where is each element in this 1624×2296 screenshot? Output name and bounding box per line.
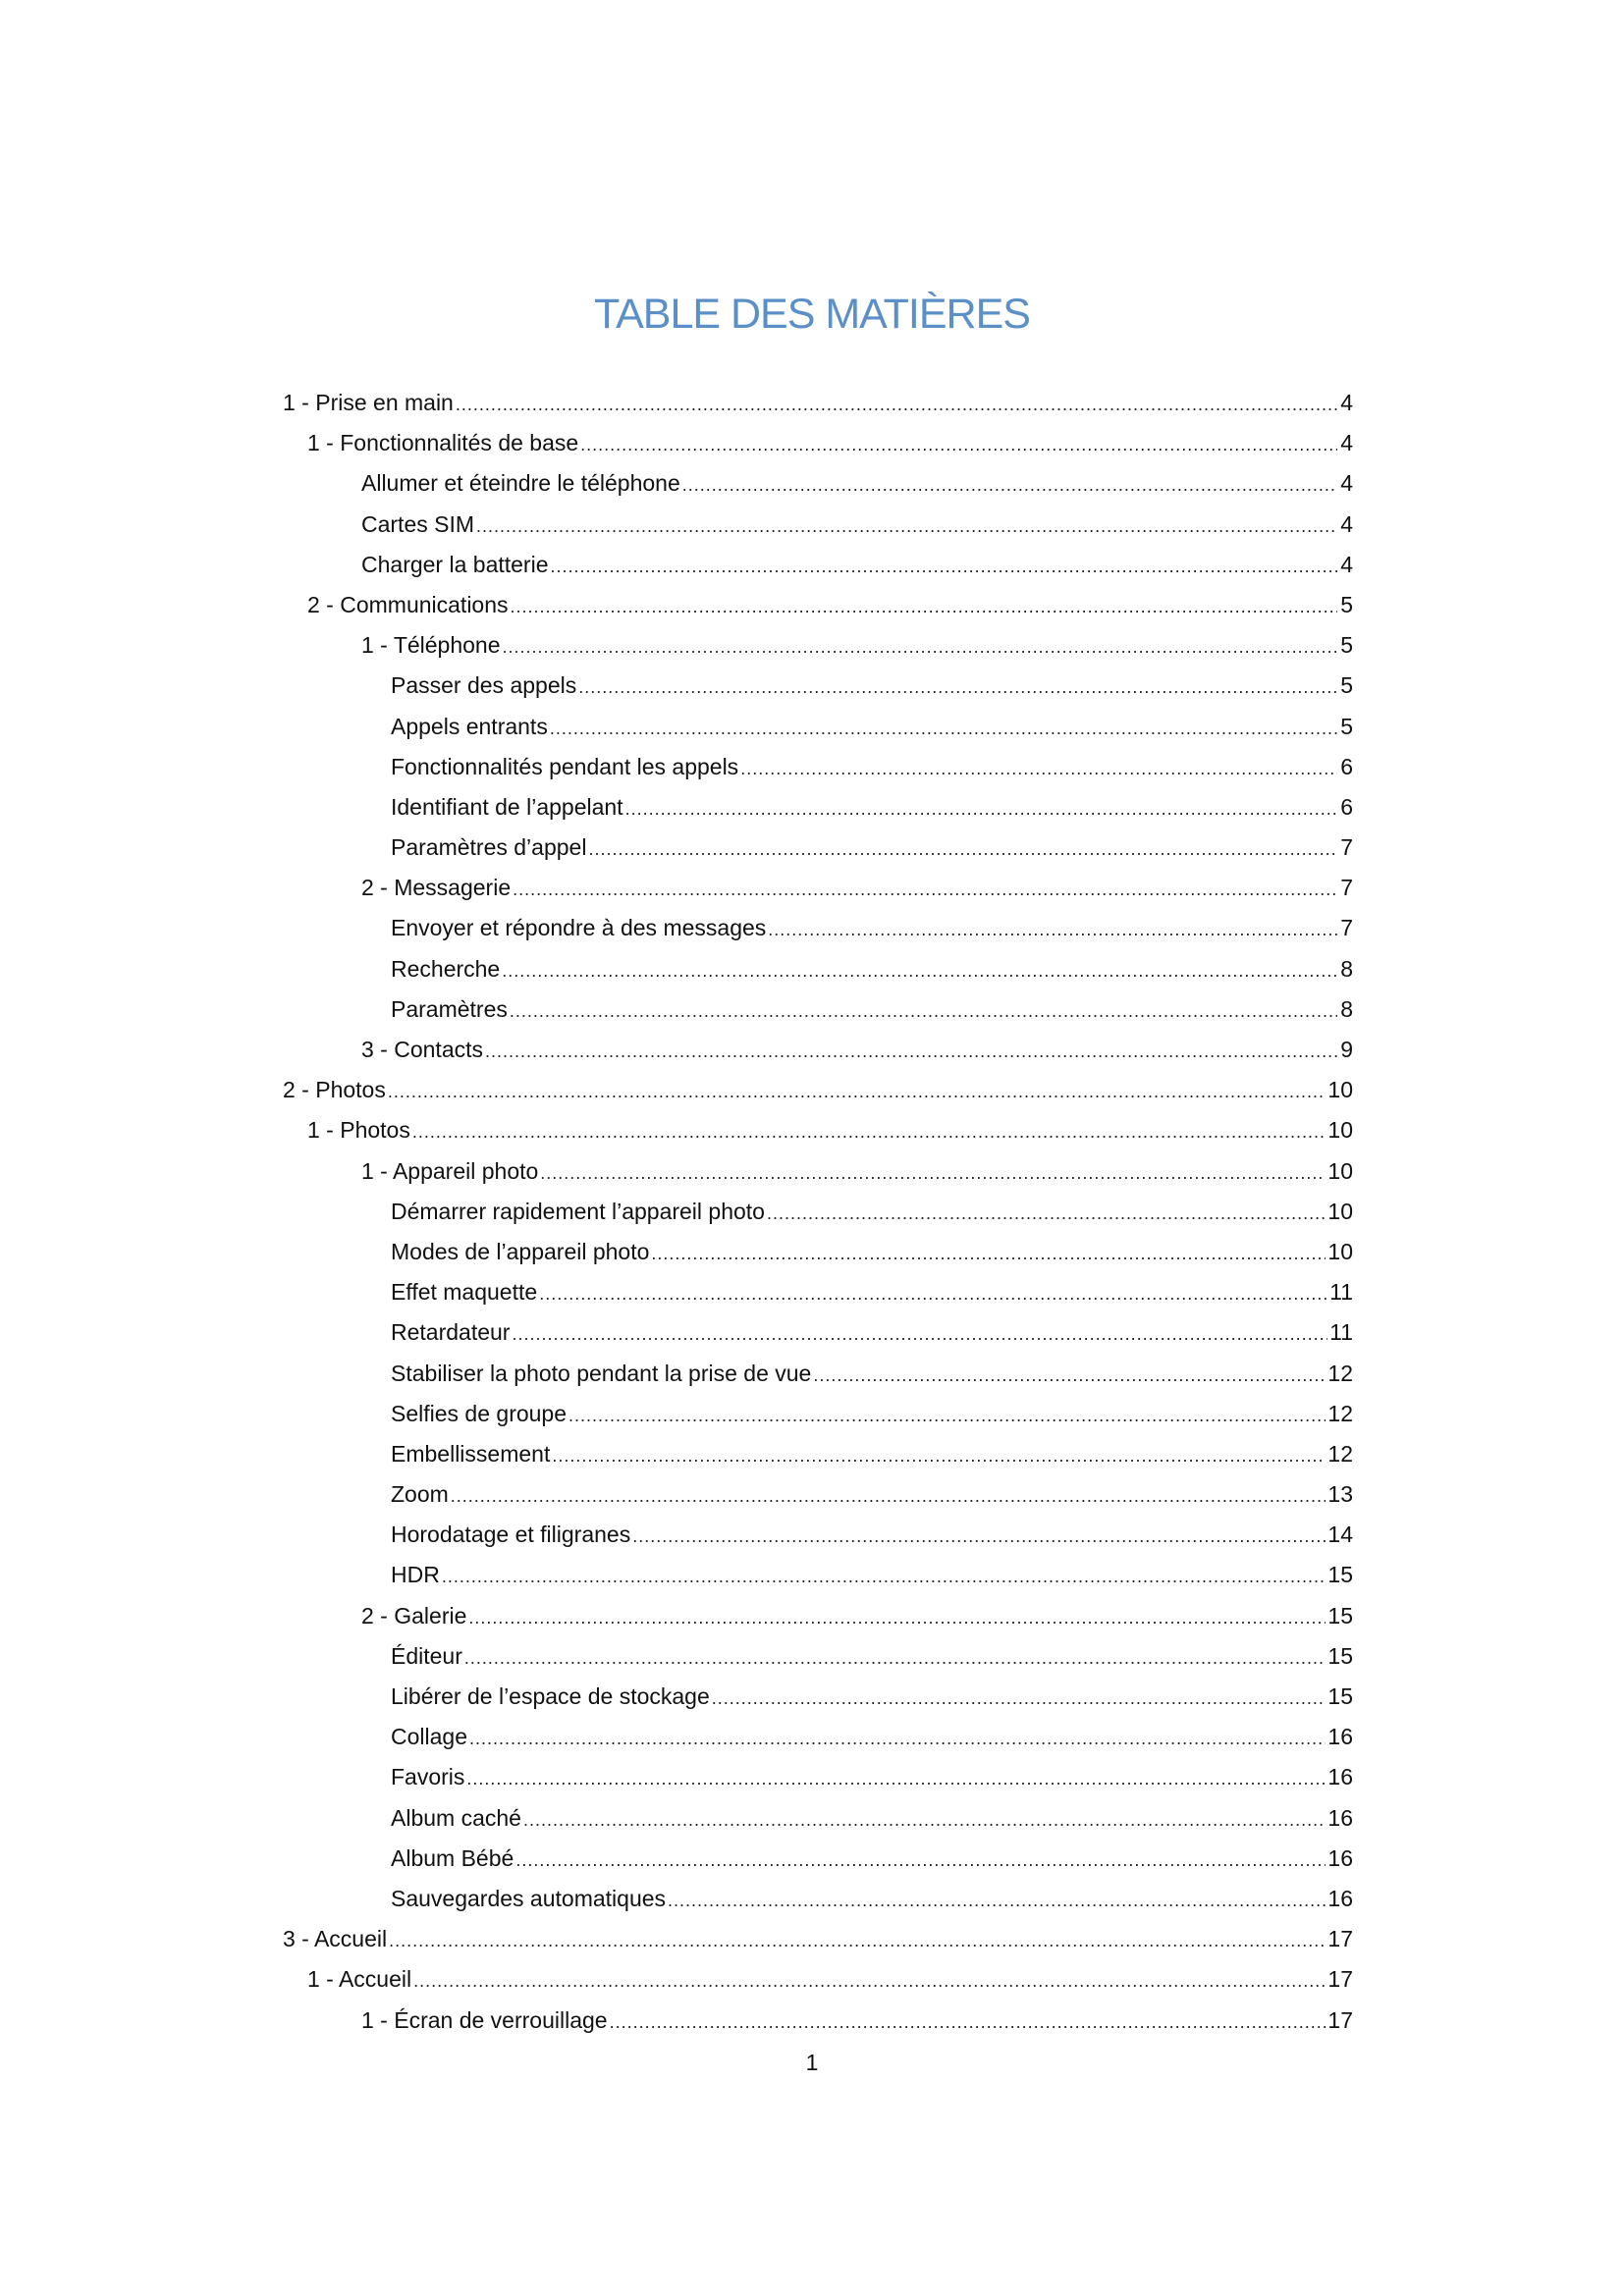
dot-leader	[451, 1476, 1326, 1517]
dot-leader	[568, 1396, 1326, 1436]
toc-entry-label: Paramètres d’appel	[391, 834, 587, 861]
toc-entry-label: Libérer de l’espace de stockage	[391, 1683, 710, 1709]
toc-entry[interactable]	[0, 868, 1624, 908]
dot-leader	[632, 1517, 1326, 1557]
dot-leader	[485, 1032, 1337, 1072]
dot-leader	[768, 910, 1337, 950]
dot-leader	[468, 1598, 1326, 1638]
toc-entry-label: 1 - Prise en main	[283, 390, 454, 415]
toc-entry-page: 5	[1340, 591, 1353, 617]
toc-entry[interactable]	[0, 2001, 1624, 2041]
toc-entry-page: 8	[1340, 995, 1353, 1022]
toc-entry[interactable]	[0, 989, 1624, 1030]
toc-entry[interactable]	[0, 1717, 1624, 1757]
dot-leader	[767, 1194, 1326, 1234]
dot-leader	[510, 991, 1337, 1032]
toc-entry[interactable]	[0, 707, 1624, 747]
toc-entry-page: 7	[1340, 834, 1353, 861]
toc-entry-label: 2 - Messagerie	[361, 875, 512, 901]
toc-entry-page: 4	[1340, 551, 1353, 577]
dot-leader	[625, 789, 1337, 829]
toc-entry[interactable]	[0, 463, 1624, 504]
toc-entry-page: 10	[1327, 1157, 1353, 1184]
toc-entry-page: 10	[1327, 1117, 1353, 1144]
toc-entry-label: 2 - Photos	[283, 1077, 386, 1103]
toc-entry-label: Effet maquette	[391, 1279, 538, 1306]
toc-entry[interactable]	[0, 1757, 1624, 1797]
toc-entry-label: Envoyer et répondre à des messages	[391, 915, 767, 941]
toc-entry[interactable]	[0, 1677, 1624, 1717]
dot-leader	[476, 507, 1337, 547]
toc-entry-label: Charger la batterie	[361, 551, 549, 577]
toc-entry[interactable]	[0, 747, 1624, 787]
toc-entry-label: 1 - Fonctionnalités de base	[307, 430, 579, 456]
dot-leader	[539, 1274, 1327, 1314]
toc-entry[interactable]	[0, 1515, 1624, 1555]
toc-entry[interactable]	[0, 666, 1624, 706]
toc-entry-page: 6	[1340, 753, 1353, 779]
toc-entry-label: Identifiant de l’appelant	[391, 793, 623, 820]
toc-entry[interactable]	[0, 383, 1624, 423]
toc-entry-label: Favoris	[391, 1764, 465, 1790]
toc-entry-label: Stabiliser la photo pendant la prise de vue	[391, 1360, 812, 1386]
toc-entry-page: 16	[1327, 1885, 1353, 1911]
toc-entry-page: 16	[1327, 1844, 1353, 1871]
toc-entry[interactable]	[0, 1434, 1624, 1474]
toc-title: TABLE DES MATIÈRES	[594, 291, 1030, 338]
toc-entry-page: 10	[1327, 1198, 1353, 1224]
dot-leader	[464, 1638, 1326, 1679]
toc-entry-label: Allumer et éteindre le téléphone	[361, 470, 680, 497]
dot-leader	[740, 749, 1337, 789]
toc-entry-page: 12	[1327, 1400, 1353, 1426]
toc-entry[interactable]	[0, 1596, 1624, 1636]
toc-entry-label: 3 - Accueil	[283, 1926, 388, 1952]
toc-entry-page: 13	[1327, 1481, 1353, 1508]
toc-entry[interactable]	[0, 1312, 1624, 1353]
toc-entry-page: 4	[1340, 390, 1353, 415]
toc-entry-label: 1 - Téléphone	[361, 632, 501, 659]
toc-entry[interactable]	[0, 505, 1624, 545]
toc-entry-page: 15	[1327, 1602, 1353, 1629]
toc-entry-label: Sauvegardes automatiques	[391, 1885, 667, 1911]
toc-entry[interactable]	[0, 787, 1624, 828]
toc-entry-label: Éditeur	[391, 1642, 462, 1669]
dot-leader	[466, 1759, 1326, 1799]
toc-entry-page: 12	[1327, 1360, 1353, 1386]
toc-entry-label: Album caché	[391, 1804, 521, 1831]
dot-leader	[512, 1314, 1327, 1355]
toc-entry-label: Passer des appels	[391, 672, 577, 699]
dot-leader	[412, 1112, 1326, 1152]
dot-leader	[442, 1557, 1326, 1597]
toc-entry[interactable]	[0, 1070, 1624, 1110]
dot-leader	[668, 1881, 1326, 1921]
toc-entry-page: 8	[1340, 955, 1353, 982]
toc-entry[interactable]	[0, 1798, 1624, 1839]
toc-entry-page: 16	[1327, 1804, 1353, 1831]
toc-entry-label: 1 - Accueil	[307, 1966, 412, 1993]
dot-leader	[651, 1234, 1326, 1274]
toc-entry-label: Fonctionnalités pendant les appels	[391, 753, 739, 779]
toc-entry-label: Appels entrants	[391, 713, 548, 739]
toc-entry-label: Selfies de groupe	[391, 1400, 568, 1426]
toc-entry-page: 16	[1327, 1724, 1353, 1750]
toc-entry-page: 7	[1340, 915, 1353, 941]
toc-entry[interactable]	[0, 1394, 1624, 1434]
toc-entry[interactable]	[0, 1555, 1624, 1595]
toc-entry-page: 7	[1340, 875, 1353, 901]
toc-entry[interactable]	[0, 1474, 1624, 1515]
dot-leader	[388, 1072, 1326, 1112]
toc-entry[interactable]	[0, 585, 1624, 625]
toc-entry[interactable]	[0, 625, 1624, 666]
dot-leader	[515, 1841, 1326, 1881]
toc-entry[interactable]	[0, 1272, 1624, 1312]
toc-entry-label: 1 - Appareil photo	[361, 1157, 539, 1184]
dot-leader	[578, 667, 1337, 708]
toc-entry-page: 17	[1327, 1926, 1353, 1952]
dot-leader	[580, 425, 1337, 465]
toc-entry-page: 15	[1327, 1562, 1353, 1588]
toc-entry-page: 10	[1327, 1238, 1353, 1264]
toc-entry-label: Embellissement	[391, 1440, 551, 1467]
toc-entry-label: Retardateur	[391, 1319, 511, 1346]
toc-entry-label: 1 - Photos	[307, 1117, 410, 1144]
dot-leader	[540, 1153, 1326, 1194]
dot-leader	[712, 1679, 1326, 1719]
dot-leader	[552, 1436, 1326, 1476]
toc-entry[interactable]	[0, 1192, 1624, 1232]
page-number: 1	[805, 2050, 819, 2075]
toc-entry-label: Démarrer rapidement l’appareil photo	[391, 1198, 765, 1224]
toc-entry[interactable]	[0, 828, 1624, 868]
toc-entry-page: 15	[1327, 1683, 1353, 1709]
toc-entry[interactable]	[0, 1636, 1624, 1677]
dot-leader	[682, 465, 1337, 506]
dot-leader	[502, 951, 1337, 991]
toc-entry-label: 2 - Communications	[307, 591, 509, 617]
toc-entry-label: HDR	[391, 1562, 440, 1588]
toc-entry-label: 1 - Écran de verrouillage	[361, 2006, 608, 2033]
toc-entry[interactable]	[0, 545, 1624, 585]
toc-entry-page: 5	[1340, 713, 1353, 739]
toc-entry-page: 11	[1329, 1319, 1353, 1346]
toc-entry-page: 4	[1340, 470, 1353, 497]
toc-entry-page: 9	[1340, 1037, 1353, 1062]
dot-leader	[456, 385, 1337, 425]
toc-entry-label: Recherche	[391, 955, 501, 982]
toc-entry-page: 4	[1340, 430, 1353, 456]
toc-entry-page: 17	[1327, 1966, 1353, 1993]
toc-entry-page: 5	[1340, 672, 1353, 699]
toc-entry-page: 12	[1327, 1440, 1353, 1467]
toc-entry[interactable]	[0, 1232, 1624, 1272]
toc-entry[interactable]	[0, 1879, 1624, 1919]
dot-leader	[523, 1800, 1326, 1841]
dot-leader	[511, 587, 1337, 627]
toc-entry[interactable]	[0, 1839, 1624, 1879]
toc-entry[interactable]	[0, 1110, 1624, 1150]
toc-entry-label: 2 - Galerie	[361, 1602, 467, 1629]
toc-entry-page: 4	[1340, 510, 1353, 537]
dot-leader	[469, 1719, 1326, 1759]
toc-entry-page: 10	[1327, 1077, 1353, 1103]
toc-entry[interactable]	[0, 423, 1624, 463]
dot-leader	[588, 829, 1337, 870]
toc-entry[interactable]	[0, 1151, 1624, 1192]
toc-list	[0, 383, 1624, 2041]
toc-entry-page: 5	[1340, 632, 1353, 659]
toc-entry-label: 3 - Contacts	[361, 1037, 483, 1062]
toc-entry-page: 17	[1327, 2006, 1353, 2033]
toc-entry[interactable]	[0, 1919, 1624, 1959]
toc-entry-label: Modes de l’appareil photo	[391, 1238, 650, 1264]
toc-entry-label: Horodatage et filigranes	[391, 1522, 631, 1548]
toc-entry-label: Paramètres	[391, 995, 508, 1022]
toc-entry-page: 16	[1327, 1764, 1353, 1790]
toc-entry-page: 6	[1340, 793, 1353, 820]
toc-entry-page: 15	[1327, 1642, 1353, 1669]
dot-leader	[610, 2002, 1326, 2043]
dot-leader	[413, 1961, 1326, 2002]
dot-leader	[813, 1356, 1326, 1396]
dot-leader	[389, 1921, 1326, 1961]
dot-leader	[513, 870, 1337, 910]
toc-entry-page: 14	[1327, 1522, 1353, 1548]
toc-entry[interactable]	[0, 1030, 1624, 1070]
toc-entry[interactable]	[0, 908, 1624, 948]
dot-leader	[551, 547, 1338, 587]
toc-entry-label: Zoom	[391, 1481, 449, 1508]
toc-entry[interactable]	[0, 1354, 1624, 1394]
toc-entry-label: Collage	[391, 1724, 467, 1750]
toc-entry-label: Cartes SIM	[361, 510, 475, 537]
toc-entry[interactable]	[0, 949, 1624, 989]
dot-leader	[550, 709, 1337, 749]
toc-entry-page: 11	[1329, 1279, 1353, 1306]
toc-entry[interactable]	[0, 1959, 1624, 2000]
dot-leader	[503, 627, 1337, 667]
toc-entry-label: Album Bébé	[391, 1844, 514, 1871]
